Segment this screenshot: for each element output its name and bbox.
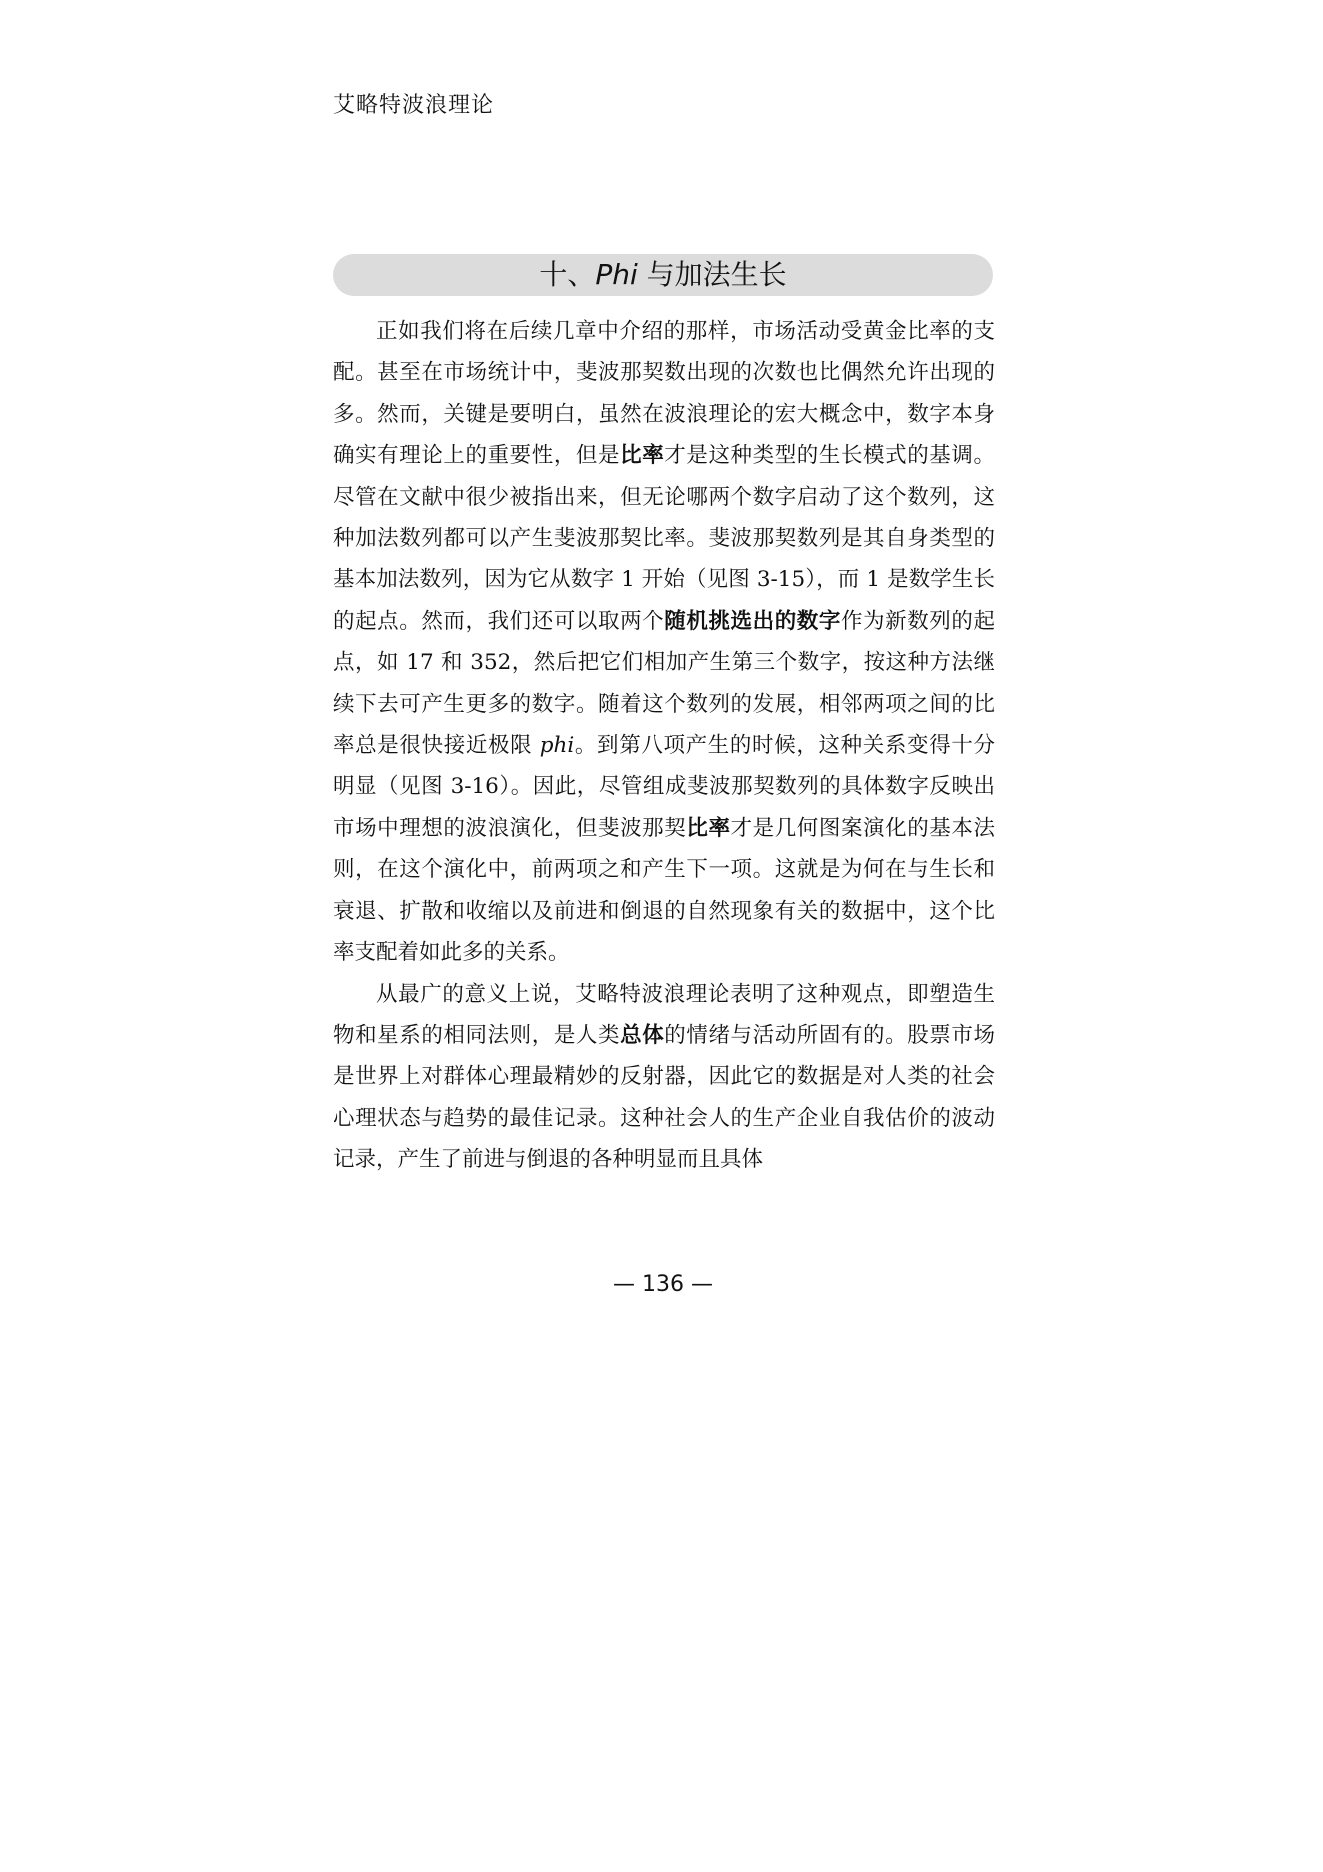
p1-text-4: 。到第八项产生的时候，这种关系变得十分明显（见图 3-16）。因此，尽管组成斐波那契数列的具体数字反映出市场中理想的波浪演化，但斐波那契	[333, 733, 995, 841]
p1-bold-1: 比率	[620, 443, 665, 469]
section-title	[333, 254, 993, 296]
body-text	[333, 311, 995, 1181]
p1-text-1: 正如我们将在后续几章中介绍的那样，市场活动受黄金比率的支配。甚至在市场统计中，斐波那契数出现的次数也比偶然允许出现的多。然而，关键是要明白，虽然在波浪理论的宏大概念中，数字本身确实有理论上的重要性，但是	[333, 319, 995, 469]
p1-italic-phi: phi	[539, 733, 575, 759]
section-title-prefix: 十、	[539, 258, 596, 291]
paragraph-2	[333, 974, 995, 1181]
p1-bold-3: 比率	[686, 815, 731, 841]
p1-text-3: 作为新数列的起点，如 17 和 352，然后把它们相加产生第三个数字，按这种方法继续下去可产生更多的数字。随着这个数列的发展，相邻两项之间的比率总是很快接近极限	[333, 608, 995, 759]
p1-text-2: 才是这种类型的生长模式的基调。尽管在文献中很少被指出来，但无论哪两个数字启动了这个数列，这种加法数列都可以产生斐波那契比率。斐波那契数列是其自身类型的基本加法数列，因为它从数字 1 开始（见图 3-15），而 1 是数学生长的起点。然而，我们还可以取两个	[333, 443, 995, 634]
paragraph-1	[333, 311, 995, 974]
p1-text-5: 才是几何图案演化的基本法则，在这个演化中，前两项之和产生下一项。这就是为何在与生长和衰退、扩散和收缩以及前进和倒退的自然现象有关的数据中，这个比率支配着如此多的关系。	[333, 815, 995, 966]
section-title-italic: Phi	[595, 258, 638, 291]
page-number: — 136 —	[613, 1272, 713, 1297]
p1-bold-2: 随机挑选出的数字	[664, 608, 841, 634]
section-title-suffix: 与加法生长	[637, 258, 787, 291]
p2-bold-1: 总体	[620, 1022, 665, 1048]
running-header: 艾略特波浪理论	[333, 93, 495, 118]
p2-text-2: 的情绪与活动所固有的。股票市场是世界上对群体心理最精妙的反射器，因此它的数据是对人类的社会心理状态与趋势的最佳记录。这种社会人的生产企业自我估价的波动记录，产生了前进与倒退的各种明显而且具体	[333, 1022, 995, 1173]
p2-text-1: 从最广的意义上说，艾略特波浪理论表明了这种观点，即塑造生物和星系的相同法则，是人类	[333, 981, 995, 1048]
